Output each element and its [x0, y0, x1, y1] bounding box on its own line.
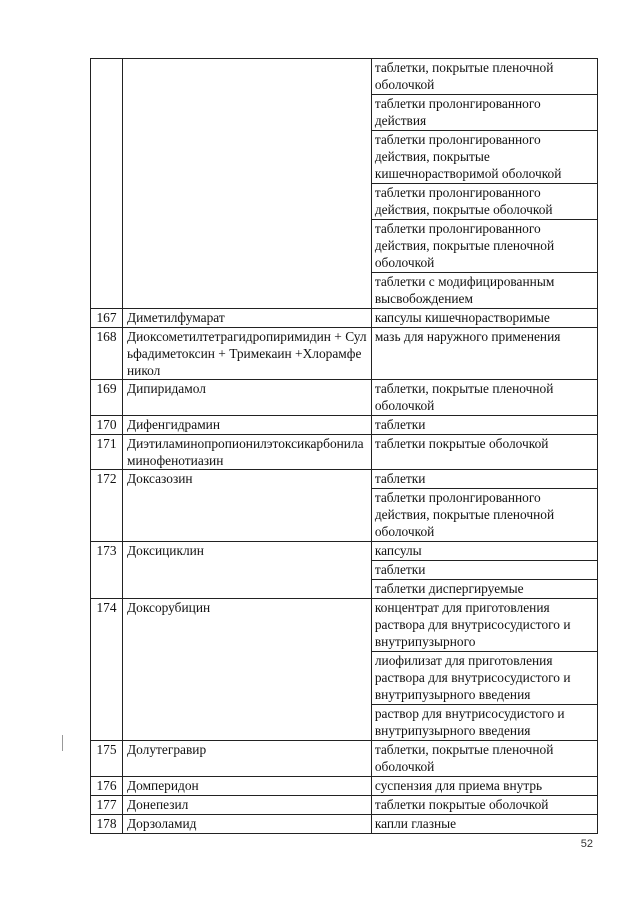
dosage-forms: [371, 309, 597, 328]
drug-name: Доксазозин: [123, 470, 372, 542]
table-row: [91, 328, 598, 380]
table-row: [91, 777, 598, 796]
table-row: [91, 380, 598, 416]
table-row: [91, 796, 598, 815]
dosage-form: концентрат для приготовления раствора для внутрисосудистого и внутрипузырного: [374, 600, 571, 649]
dosage-forms: [371, 542, 597, 599]
table-row: [91, 815, 598, 834]
drug-table: [90, 58, 598, 834]
drug-name: Донепезил: [123, 796, 372, 815]
row-number: 169: [91, 380, 123, 416]
dosage-form: таблетки пролонгированного действия, покрытые пленочной оболочкой: [372, 219, 597, 272]
drug-name: Дифенгидрамин: [123, 416, 372, 435]
table-row: [91, 416, 598, 435]
drug-name: Дорзоламид: [123, 815, 372, 834]
dosage-form: таблетки диспергируемые: [372, 579, 597, 598]
drug-name: Доксорубицин: [123, 599, 372, 741]
dosage-form: таблетки пролонгированного действия, покрытые пленочной оболочкой: [372, 488, 597, 541]
document-page: [90, 58, 598, 834]
dosage-form: капли глазные: [374, 816, 457, 831]
dosage-form: таблетки с модифицированным высвобождением: [372, 272, 597, 308]
dosage-forms: [371, 741, 597, 777]
dosage-forms: [371, 777, 597, 796]
dosage-form: таблетки, покрытые пленочной оболочкой: [374, 60, 554, 92]
dosage-form: мазь для наружного применения: [374, 329, 561, 344]
dosage-form: таблетки: [374, 417, 426, 432]
dosage-form: таблетки покрытые оболочкой: [374, 436, 549, 451]
drug-name: Диоксометилтетрагидропиримидин + Сульфадиметоксин + Тримекаин +Хлорамфеникол: [123, 328, 372, 380]
dosage-forms: [371, 416, 597, 435]
table-row-continuation: [91, 59, 598, 309]
row-number: 177: [91, 796, 123, 815]
dosage-form: таблетки: [374, 471, 426, 486]
drug-name: Доксициклин: [123, 542, 372, 599]
dosage-form: капсулы кишечнорастворимые: [374, 310, 550, 325]
dosage-form: таблетки пролонгированного действия: [372, 94, 597, 130]
row-number: 170: [91, 416, 123, 435]
dosage-form: таблетки покрытые оболочкой: [374, 797, 549, 812]
table-row: [91, 741, 598, 777]
drug-name: Долутегравир: [123, 741, 372, 777]
row-number: 178: [91, 815, 123, 834]
dosage-form: лиофилизат для приготовления раствора для внутрисосудистого и внутрипузырного введения: [372, 651, 597, 704]
dosage-form: таблетки, покрытые пленочной оболочкой: [374, 381, 554, 413]
dosage-form: суспензия для приема внутрь: [374, 778, 543, 793]
table-row: [91, 599, 598, 741]
row-number: 172: [91, 470, 123, 542]
dosage-forms: [371, 328, 597, 380]
row-number: 173: [91, 542, 123, 599]
dosage-forms: [371, 435, 597, 470]
dosage-forms: [371, 815, 597, 834]
row-number: 168: [91, 328, 123, 380]
row-number: 167: [91, 309, 123, 328]
dosage-form: таблетки: [372, 560, 597, 579]
row-number: 171: [91, 435, 123, 470]
row-number: 176: [91, 777, 123, 796]
dosage-forms: [371, 796, 597, 815]
drug-table-body: [91, 59, 598, 834]
dosage-forms: [371, 380, 597, 416]
dosage-forms: [371, 59, 597, 309]
drug-name: Дипиридамол: [123, 380, 372, 416]
dosage-form: таблетки пролонгированного действия, покрытые кишечнорастворимой оболочкой: [372, 130, 597, 183]
row-number: 174: [91, 599, 123, 741]
page-number: 52: [580, 838, 593, 850]
drug-name: Диметилфумарат: [123, 309, 372, 328]
dosage-forms: [371, 599, 597, 741]
margin-mark: [62, 735, 63, 751]
row-number: 175: [91, 741, 123, 777]
table-row: [91, 470, 598, 542]
table-row: [91, 542, 598, 599]
dosage-form: раствор для внутрисосудистого и внутрипузырного введения: [372, 704, 597, 740]
table-row: [91, 435, 598, 470]
dosage-form: таблетки, покрытые пленочной оболочкой: [374, 742, 554, 774]
drug-name: Диэтиламинопропионилэтоксикарбониламинофенотиазин: [123, 435, 372, 470]
dosage-forms: [371, 470, 597, 542]
dosage-form: капсулы: [374, 543, 422, 558]
row-number: [91, 59, 123, 309]
table-row: [91, 309, 598, 328]
drug-name: Домперидон: [123, 777, 372, 796]
drug-name: [123, 59, 372, 309]
dosage-form: таблетки пролонгированного действия, покрытые оболочкой: [372, 183, 597, 219]
